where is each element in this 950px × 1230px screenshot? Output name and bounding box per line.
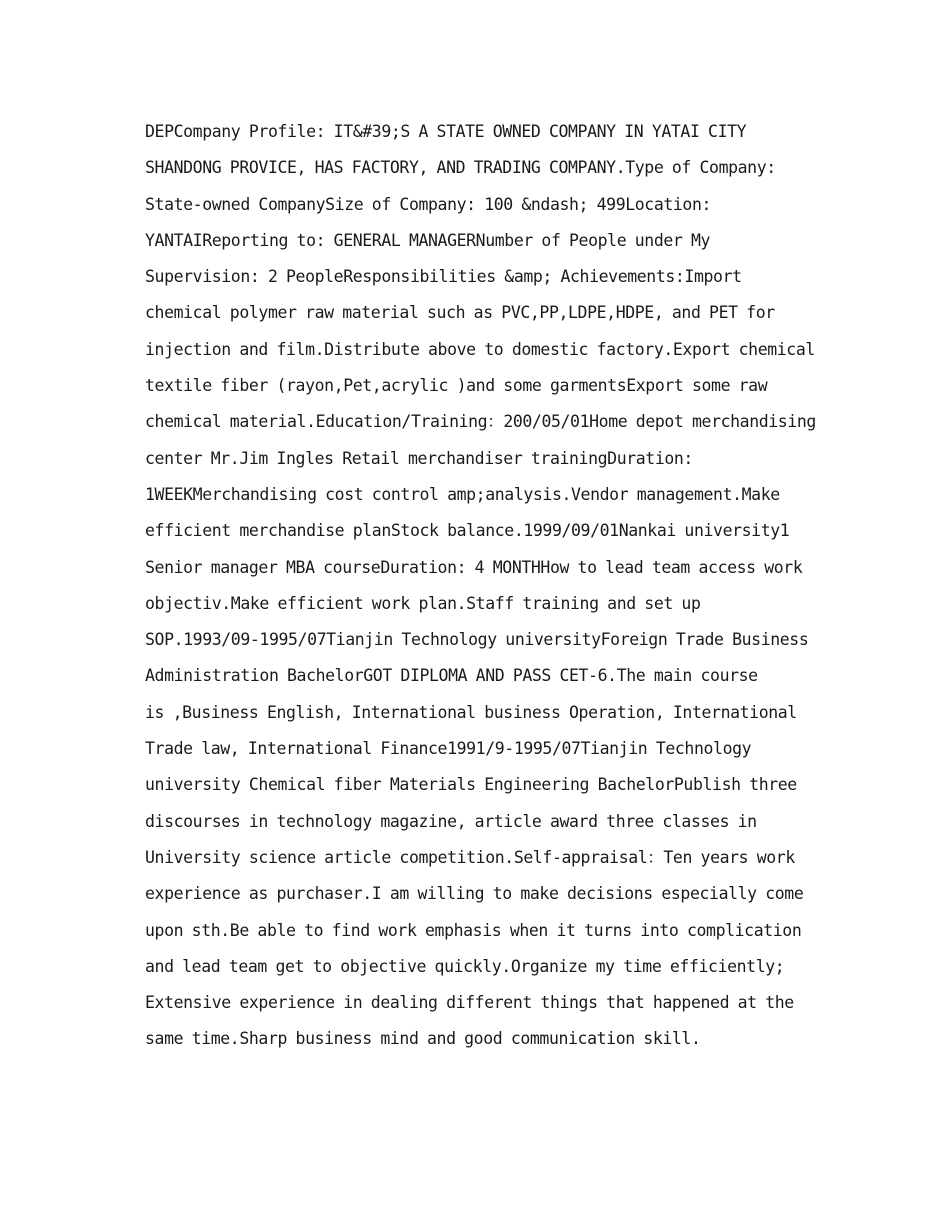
text-line: efficient merchandise planStock balance.1999/09/01Nankai university1 <box>145 521 790 541</box>
text-line: State-owned CompanySize of Company: 100 &ndash; 499Location: <box>145 194 712 214</box>
text-line: Administration BachelorGOT DIPLOMA AND PASS CET-6.The main course <box>145 666 758 686</box>
text-line: discourses in technology magazine, article award three classes in <box>145 811 757 831</box>
text-line: university Chemical fiber Materials Engineering BachelorPublish three <box>145 775 797 795</box>
text-line: YANTAIReporting to: GENERAL MANAGERNumber of People under My <box>145 230 711 250</box>
text-line: University science article competition.Self-appraisal：Ten years work <box>145 847 795 867</box>
text-line: SOP.1993/09-1995/07Tianjin Technology universityForeign Trade Business <box>145 630 809 650</box>
text-line: same time.Sharp business mind and good communication skill. <box>145 1029 701 1049</box>
text-line: upon sth.Be able to find work emphasis when it turns into complication <box>145 920 802 940</box>
text-line: Extensive experience in dealing different things that happened at the <box>145 993 794 1013</box>
text-line: experience as purchaser.I am willing to make decisions especially come <box>145 884 804 904</box>
text-line: is ,Business English, International business Operation, International <box>145 702 797 722</box>
text-line: Supervision: 2 PeopleResponsibilities &amp; Achievements:Import <box>145 267 742 287</box>
text-line: chemical polymer raw material such as PVC,PP,LDPE,HDPE, and PET for <box>145 303 775 323</box>
text-line: DEPCompany Profile: IT&#39;S A STATE OWNED COMPANY IN YATAI CITY <box>145 122 747 141</box>
text-line: SHANDONG PROVICE, HAS FACTORY, AND TRADING COMPANY.Type of Company: <box>145 158 776 178</box>
text-line: chemical material.Education/Training：200/05/01Home depot merchandising <box>145 412 816 432</box>
text-line: objectiv.Make efficient work plan.Staff training and set up <box>145 593 701 613</box>
text-line: Senior manager MBA courseDuration: 4 MONTHHow to lead team access work <box>145 557 803 577</box>
text-line: injection and film.Distribute above to domestic factory.Export chemical <box>145 339 815 359</box>
text-line: center Mr.Jim Ingles Retail merchandiser trainingDuration: <box>145 448 693 468</box>
resume-body-text <box>145 114 820 1058</box>
text-line: Trade law, International Finance1991/9-1995/07Tianjin Technology <box>145 739 752 759</box>
text-line: 1WEEKMerchandising cost control amp;analysis.Vendor management.Make <box>145 484 780 504</box>
text-line: and lead team get to objective quickly.Organize my time efficiently; <box>145 956 785 976</box>
text-line: textile fiber (rayon,Pet,acrylic )and some garmentsExport some raw <box>145 376 768 396</box>
